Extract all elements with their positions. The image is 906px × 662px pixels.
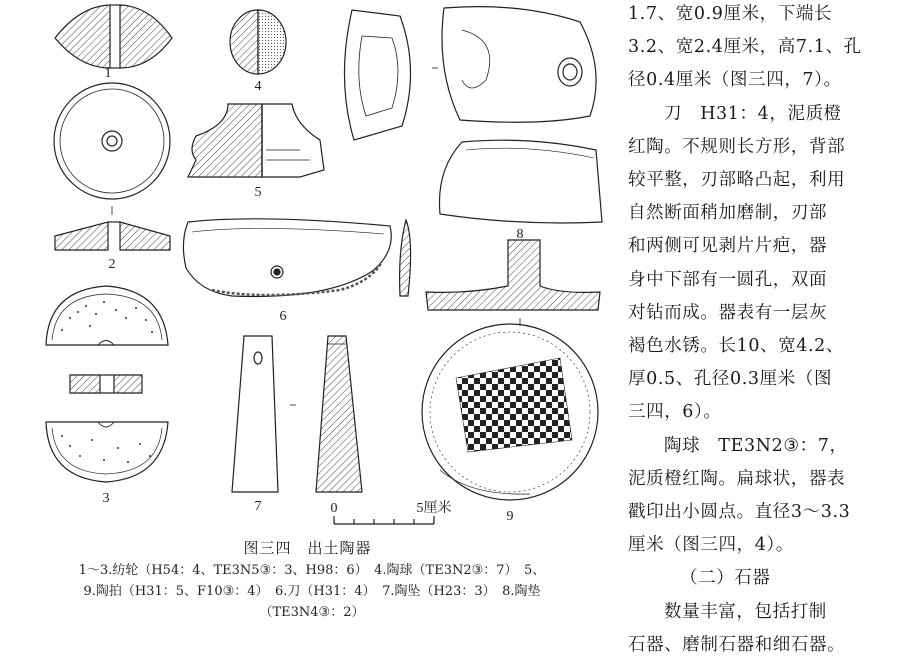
figure-number-1: 1 bbox=[104, 66, 112, 81]
figure-number-5: 5 bbox=[254, 185, 262, 200]
figure-number-7: 7 bbox=[254, 499, 262, 514]
scale-zero-label: 0 bbox=[330, 501, 338, 516]
drawing-8-pottery-anvil bbox=[344, 7, 602, 326]
caption-line: （TE3N4③：2） bbox=[259, 605, 365, 620]
section-heading-stone-tools: （二）石器 bbox=[680, 568, 771, 589]
drawing-2-spindle-whorl bbox=[54, 83, 170, 250]
caption-line: 9.陶拍（H31：5、F10③：4） 6.刀（H31：4） 7.陶坠（H23：3） 8.陶垫 bbox=[83, 584, 541, 599]
text-line: 和两侧可见剥片片疤，器 bbox=[628, 236, 828, 257]
text-line: 泥质橙红陶。扁球状，器表 bbox=[628, 468, 846, 489]
text-line: 厘米（图三四，4）。 bbox=[628, 535, 794, 556]
text-line: 红陶。不规则长方形，背部 bbox=[628, 136, 846, 157]
text-line: 对钻而成。器表有一层灰 bbox=[628, 302, 828, 323]
paragraph-knife-start: 刀 H31：4，泥质橙 bbox=[664, 103, 842, 124]
drawing-7-pottery-weight bbox=[232, 336, 362, 492]
text-line: 3.2、宽2.4厘米，高7.1、孔 bbox=[628, 37, 862, 58]
figure-caption-title: 图三四 出土陶器 bbox=[243, 539, 372, 557]
scale-unit-label: 5厘米 bbox=[416, 501, 452, 516]
text-line: 戳印出小圆点。直径3～3.3 bbox=[628, 502, 851, 523]
text-line: 1.7、宽0.9厘米，下端长 bbox=[628, 4, 833, 24]
figure-number-2: 2 bbox=[108, 257, 116, 272]
text-line: 三四，6）。 bbox=[628, 402, 722, 423]
drawing-5-pottery-paddle bbox=[188, 104, 324, 177]
caption-line: 1～3.纺轮（H54：4、TE3N5③：3、H98：6） 4.陶球（TE3N2③：7） 5、 bbox=[78, 563, 546, 578]
text-line: 自然断面稍加磨制，刃部 bbox=[628, 203, 828, 224]
drawing-1-spindle-whorl bbox=[55, 5, 172, 68]
text-line: 褐色水锈。长10、宽4.2、 bbox=[628, 336, 844, 357]
scale-bar bbox=[334, 516, 434, 524]
text-line: 较平整，刃部略凸起，利用 bbox=[628, 170, 846, 191]
drawing-6-knife bbox=[183, 219, 410, 297]
figure-number-9: 9 bbox=[506, 509, 514, 524]
figure-number-6: 6 bbox=[279, 309, 287, 324]
figure-caption-legend bbox=[12, 560, 612, 623]
text-line: 径0.4厘米（图三四，7）。 bbox=[628, 70, 842, 91]
text-line: 身中下部有一圆孔，双面 bbox=[628, 269, 828, 290]
figure-number-4: 4 bbox=[254, 79, 262, 94]
body-text-column bbox=[628, 0, 900, 662]
paragraph-stone-tools-start: 数量丰富，包括打制 bbox=[664, 601, 827, 622]
text-line: 石器、磨制石器和细石器。 bbox=[628, 634, 846, 655]
text-line: 厚0.5、孔径0.3厘米（图 bbox=[628, 369, 833, 390]
drawing-9-pottery-paddle bbox=[422, 324, 598, 500]
drawing-3-spindle-whorl bbox=[46, 286, 168, 482]
figure-number-3: 3 bbox=[102, 491, 110, 506]
paragraph-pottery-ball-start: 陶球 TE3N2③：7， bbox=[664, 435, 848, 456]
drawing-4-pottery-ball bbox=[230, 10, 286, 74]
figure-number-8: 8 bbox=[516, 227, 524, 242]
